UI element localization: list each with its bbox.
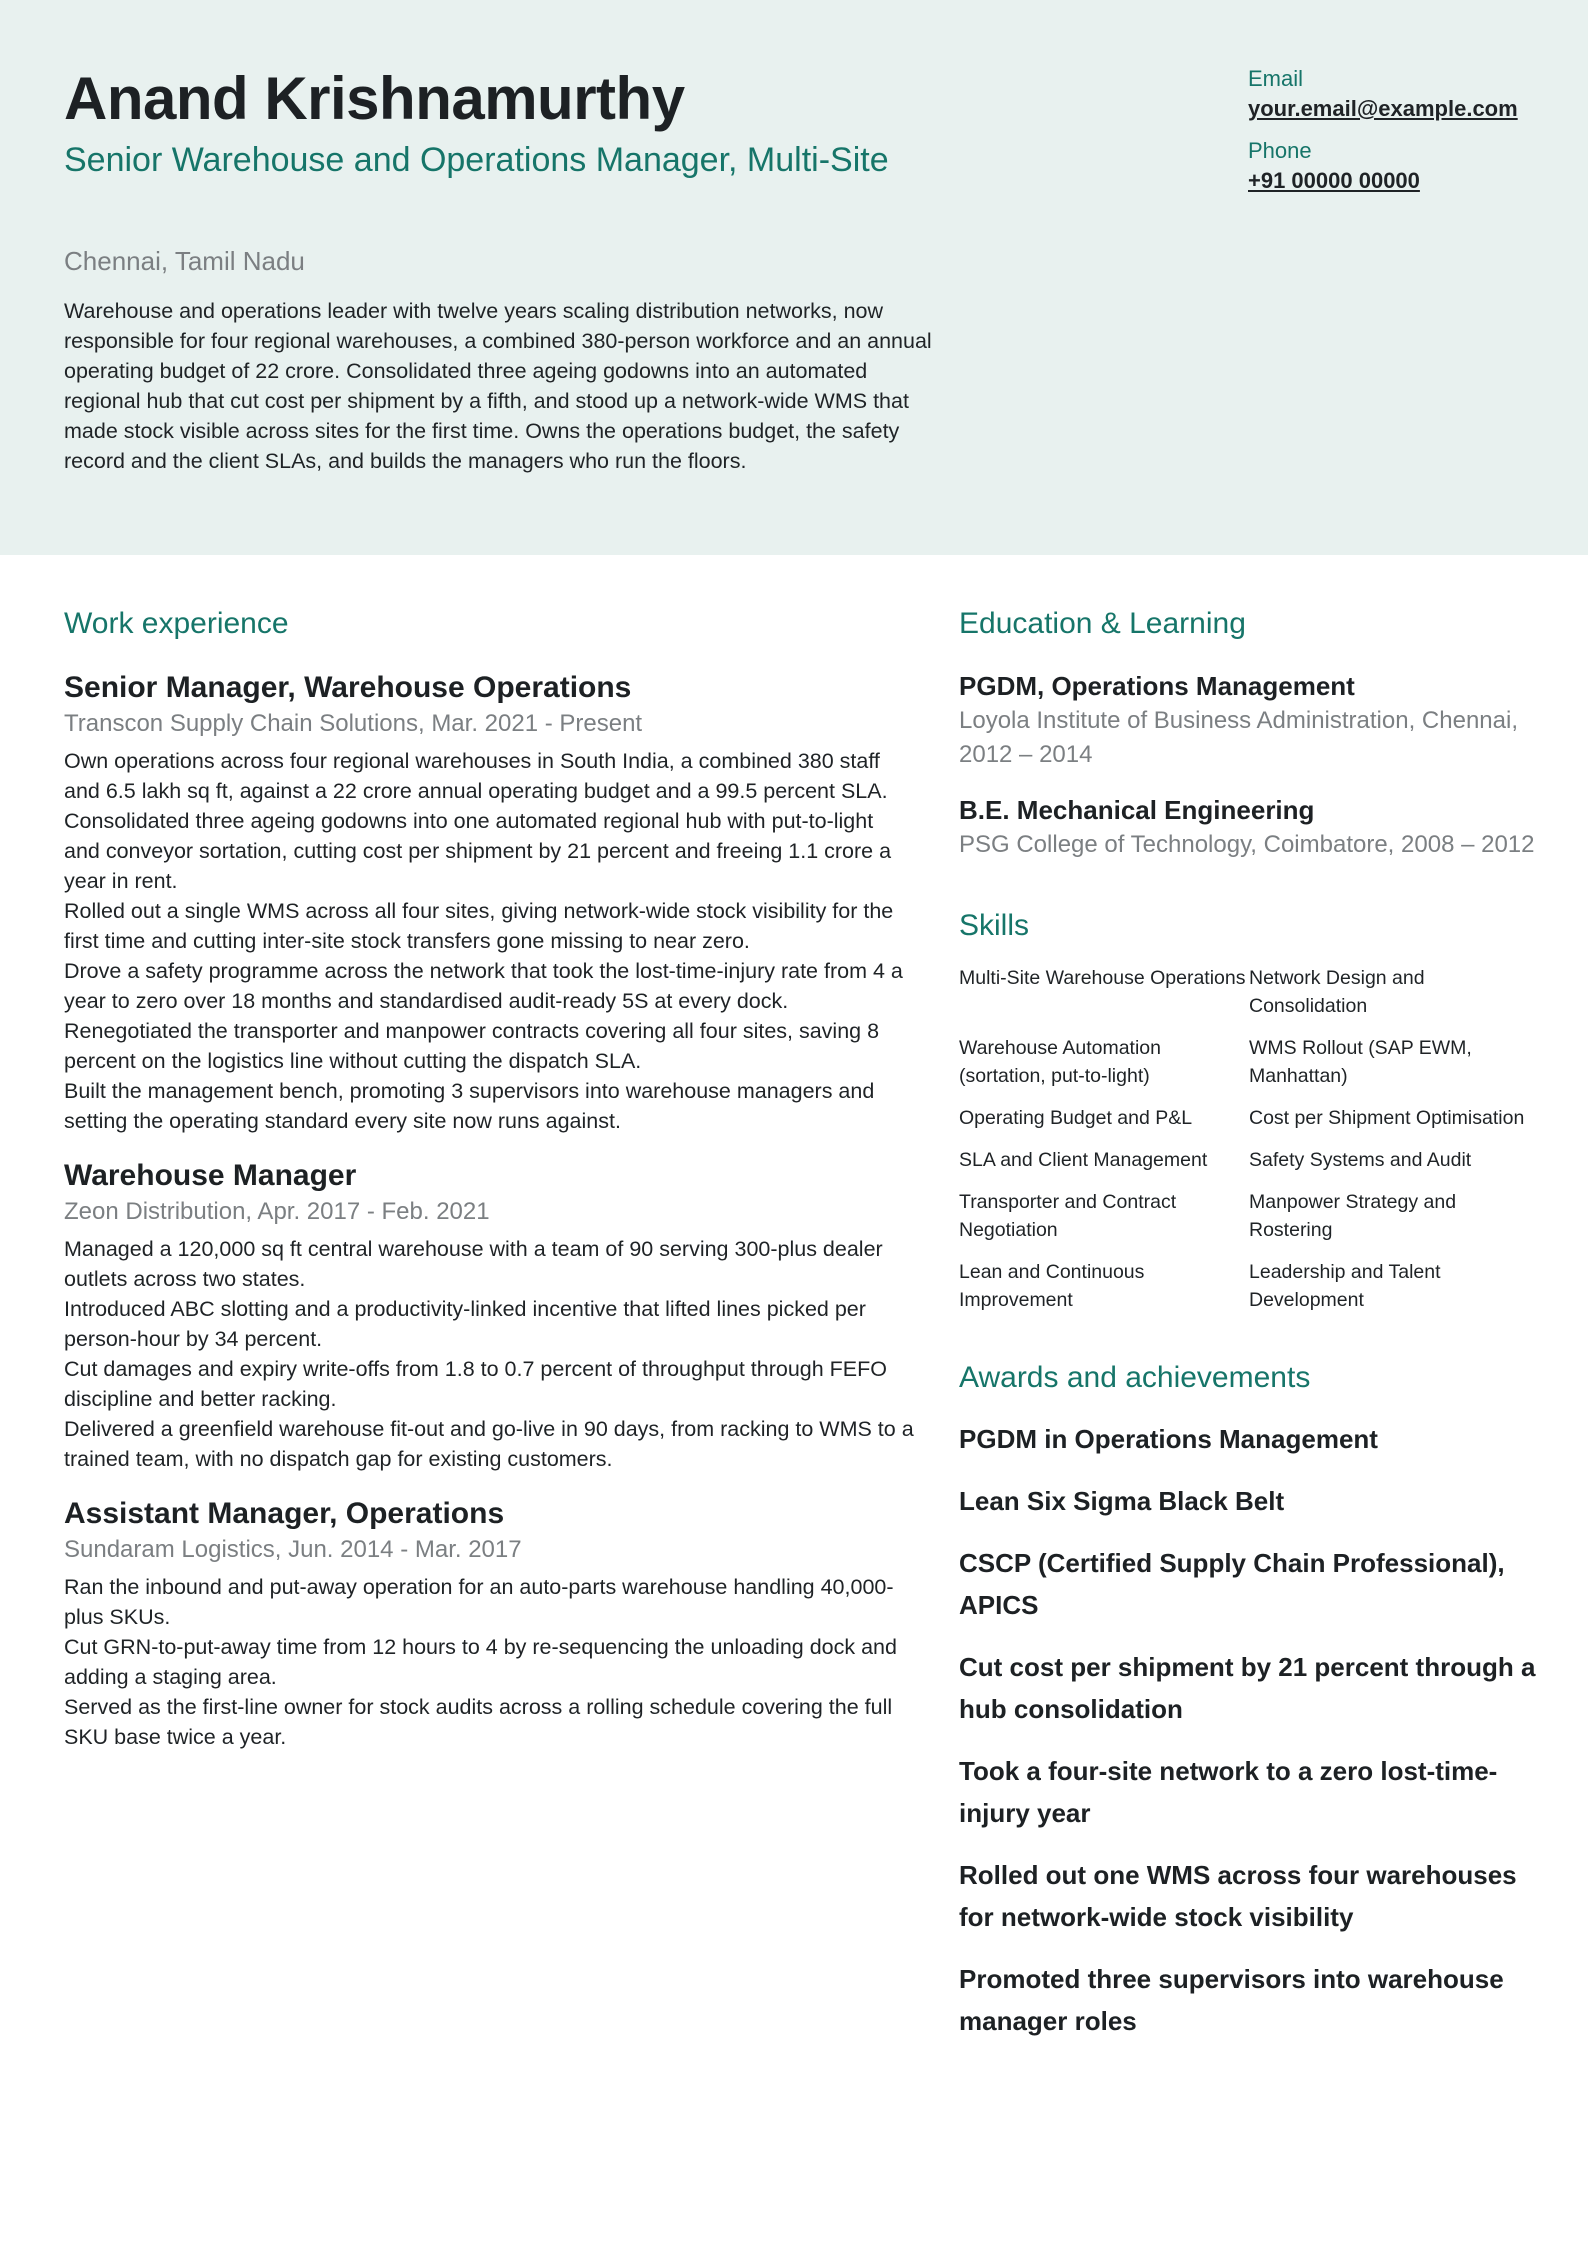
- profile-summary: Warehouse and operations leader with twelve years scaling distribution networks, now responsible for four regional warehouses, a combined 380-person workforce and an annual operating budget of 22 crore. Consolidated three ageing godowns into an automated regional hub that cut cost per shipment by a fifth, and stood up a network-wide WMS that made stock visible across sites for the first time. Owns the operations budget, the safety record and the client SLAs, and builds the managers who run the floors.: [64, 299, 932, 473]
- skill-item: Multi-Site Warehouse Operations: [959, 967, 1246, 989]
- skill-item: Operating Budget and P&L: [959, 1107, 1193, 1129]
- job-bullet: Delivered a greenfield warehouse fit-out and go-live in 90 days, from racking to WMS to a trained team, with no dispatch gap for existing customers.: [64, 1417, 914, 1471]
- skill-item: WMS Rollout (SAP EWM, Manhattan): [1249, 1037, 1472, 1087]
- job-bullet: Served as the first-line owner for stock audits across a rolling schedule covering the full SKU base twice a year.: [64, 1695, 893, 1749]
- awards-list: [959, 1418, 1539, 2042]
- education-entry: [959, 792, 1539, 862]
- job-bullet: Renegotiated the transporter and manpower contracts covering all four sites, saving 8 percent on the logistics line without cutting the dispatch SLA.: [64, 1019, 880, 1073]
- email-link[interactable]: your.email@example.com: [1248, 96, 1518, 121]
- job-meta: Zeon Distribution, Apr. 2017 - Feb. 2021: [64, 1198, 490, 1225]
- education-degree: B.E. Mechanical Engineering: [959, 795, 1315, 825]
- job-entry: [64, 1494, 914, 1752]
- skill-item: Leadership and Talent Development: [1249, 1261, 1441, 1311]
- job-bullet: Rolled out a single WMS across all four sites, giving network-wide stock visibility for the first time and cutting inter-site stock transfers gone missing to near zero.: [64, 899, 894, 953]
- phone-label: Phone: [1248, 138, 1312, 163]
- right-column: [959, 600, 1539, 2042]
- job-bullet: Drove a safety programme across the network that took the lost-time-injury rate from 4 a year to zero over 18 months and standardised audit-ready 5S at every dock.: [64, 959, 903, 1013]
- award-item: Lean Six Sigma Black Belt: [959, 1486, 1285, 1516]
- job-bullet: Introduced ABC slotting and a productivity-linked incentive that lifted lines picked per person-hour by 34 percent.: [64, 1297, 866, 1351]
- skill-item: Network Design and Consolidation: [1249, 967, 1425, 1017]
- job-entry: [64, 668, 914, 1136]
- skill-item: Manpower Strategy and Rostering: [1249, 1191, 1457, 1241]
- job-bullet: Ran the inbound and put-away operation for an auto-parts warehouse handling 40,000-plus SKUs.: [64, 1575, 894, 1629]
- job-bullet: Consolidated three ageing godowns into one automated regional hub with put-to-light and conveyor sortation, cutting cost per shipment by 21 percent and freeing 1.1 crore a year in rent.: [64, 809, 892, 893]
- award-item: CSCP (Certified Supply Chain Professional), APICS: [959, 1548, 1505, 1620]
- award-item: Rolled out one WMS across four warehouses for network-wide stock visibility: [959, 1860, 1517, 1932]
- email-label: Email: [1248, 66, 1304, 91]
- phone-block: [1248, 136, 1548, 196]
- phone-link[interactable]: +91 00000 00000: [1248, 168, 1420, 193]
- awards-heading: Awards and achievements: [959, 1361, 1311, 1394]
- award-item: Cut cost per shipment by 21 percent through a hub consolidation: [959, 1652, 1536, 1724]
- job-bullet: Cut damages and expiry write-offs from 1.8 to 0.7 percent of throughput through FEFO discipline and better racking.: [64, 1357, 888, 1411]
- work-experience-heading: Work experience: [64, 607, 289, 640]
- left-column: [64, 600, 914, 1752]
- job-title: Warehouse Manager: [64, 1159, 357, 1192]
- job-bullet: Managed a 120,000 sq ft central warehouse with a team of 90 serving 300-plus dealer outlets across two states.: [64, 1237, 883, 1291]
- award-item: Took a four-site network to a zero lost-time-injury year: [959, 1756, 1498, 1828]
- skill-item: Lean and Continuous Improvement: [959, 1261, 1145, 1311]
- education-degree: PGDM, Operations Management: [959, 671, 1355, 701]
- contact-block: [1248, 64, 1548, 196]
- skill-item: Safety Systems and Audit: [1249, 1149, 1472, 1171]
- education-institution: Loyola Institute of Business Administration, Chennai, 2012 – 2014: [959, 707, 1518, 768]
- job-bullet: Own operations across four regional warehouses in South India, a combined 380 staff and 6.5 lakh sq ft, against a 22 crore annual operating budget and a 99.5 percent SLA.: [64, 749, 888, 803]
- education-heading: Education & Learning: [959, 607, 1246, 640]
- skill-item: Cost per Shipment Optimisation: [1249, 1107, 1525, 1129]
- skill-item: Transporter and Contract Negotiation: [959, 1191, 1177, 1241]
- email-block: [1248, 64, 1548, 124]
- job-meta: Sundaram Logistics, Jun. 2014 - Mar. 2017: [64, 1536, 522, 1563]
- skill-item: SLA and Client Management: [959, 1149, 1208, 1171]
- job-title: Senior Manager, Warehouse Operations: [64, 671, 632, 704]
- education-entry: [959, 668, 1539, 772]
- candidate-name: Anand Krishnamurthy: [64, 65, 685, 132]
- education-institution: PSG College of Technology, Coimbatore, 2008 – 2012: [959, 831, 1535, 858]
- award-item: Promoted three supervisors into warehouse manager roles: [959, 1964, 1504, 2036]
- award-item: PGDM in Operations Management: [959, 1424, 1378, 1454]
- job-title: Assistant Manager, Operations: [64, 1497, 505, 1530]
- job-meta: Transcon Supply Chain Solutions, Mar. 2021 - Present: [64, 710, 643, 737]
- candidate-location: Chennai, Tamil Nadu: [64, 246, 305, 276]
- skill-item: Warehouse Automation (sortation, put-to-light): [959, 1037, 1161, 1087]
- job-bullet: Built the management bench, promoting 3 supervisors into warehouse managers and setting the operating standard every site now runs against.: [64, 1079, 875, 1133]
- candidate-title: Senior Warehouse and Operations Manager, Multi-Site: [64, 141, 889, 179]
- header-band: [0, 0, 1588, 555]
- job-bullet: Cut GRN-to-put-away time from 12 hours to 4 by re-sequencing the unloading dock and adding a staging area.: [64, 1635, 897, 1689]
- skills-grid: [959, 964, 1539, 1314]
- job-entry: [64, 1156, 914, 1474]
- skills-heading: Skills: [959, 909, 1030, 942]
